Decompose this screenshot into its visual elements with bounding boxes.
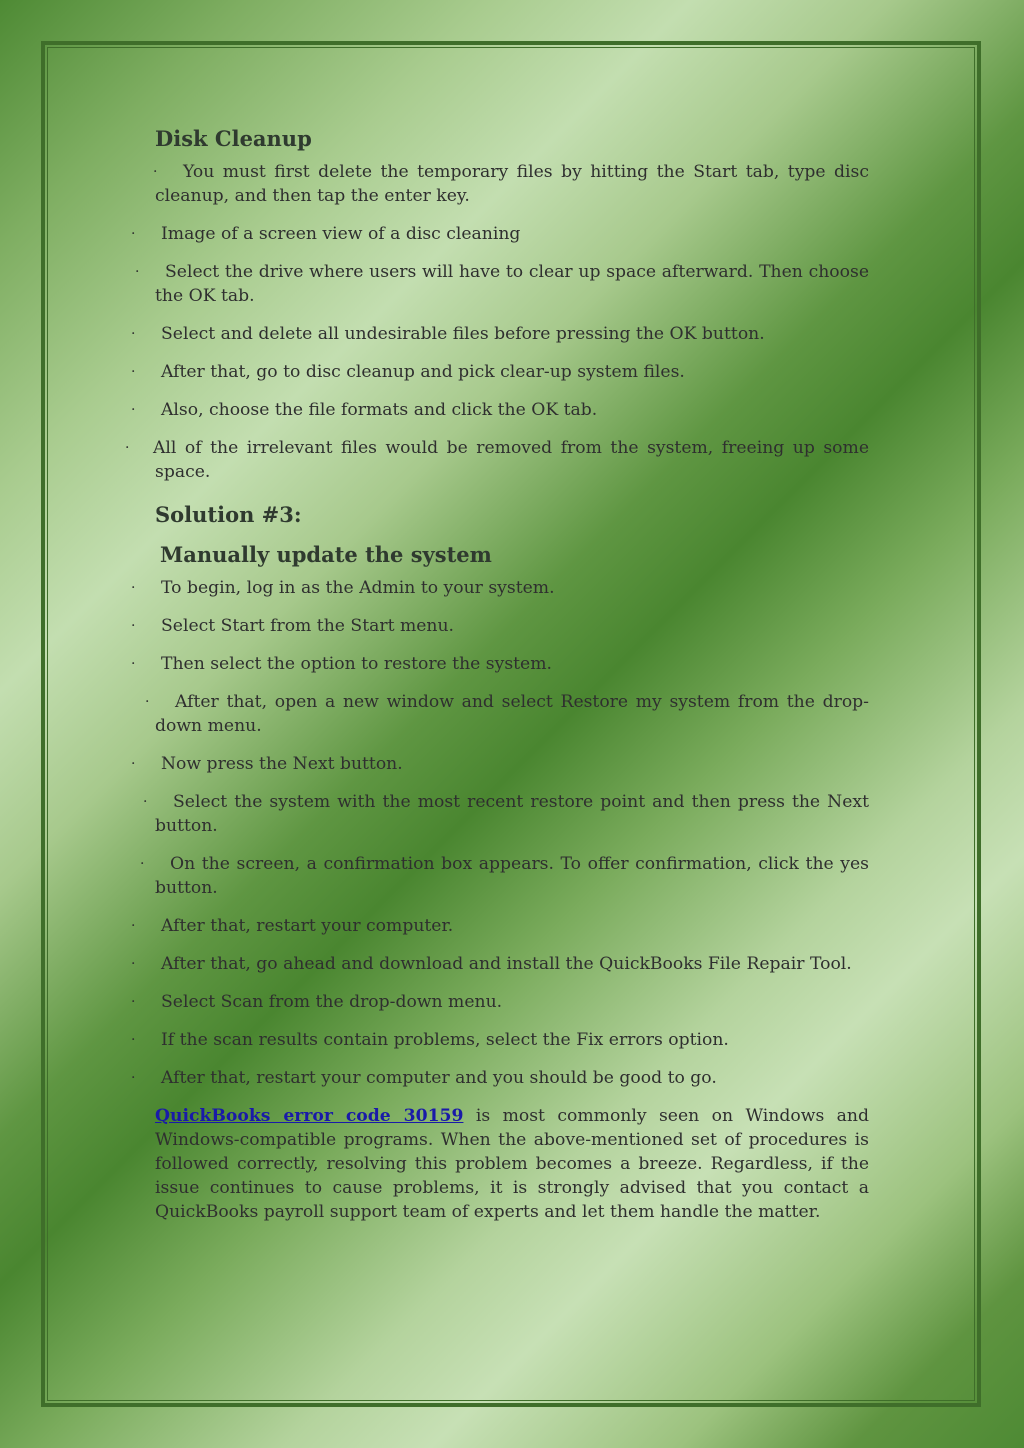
bullet-icon: · xyxy=(131,1070,136,1086)
bullet-icon: · xyxy=(131,364,136,380)
bullet-icon: · xyxy=(131,656,136,672)
list-item: · After that, go to disc cleanup and pick clear-up system files. xyxy=(155,360,869,384)
list-item: · Select and delete all undesirable files before pressing the OK button. xyxy=(155,322,869,346)
bullet-icon: · xyxy=(131,226,136,242)
bullet-icon: · xyxy=(131,956,136,972)
list-item: · After that, go ahead and download and install the QuickBooks File Repair Tool. xyxy=(155,952,869,976)
bullet-icon: · xyxy=(131,402,136,418)
list-item: · If the scan results contain problems, select the Fix errors option. xyxy=(155,1028,869,1052)
list-item: · After that, open a new window and select Restore my system from the drop-down menu. xyxy=(155,690,869,738)
disk-cleanup-heading: Disk Cleanup xyxy=(155,126,312,151)
list-item: · All of the irrelevant files would be removed from the system, freeing up some space. xyxy=(125,438,869,482)
disk-cleanup-list xyxy=(125,160,869,484)
manual-update-list xyxy=(131,576,869,1090)
list-item: · Now press the Next button. xyxy=(155,752,869,776)
list-item: · Then select the option to restore the system. xyxy=(155,652,869,676)
bullet-icon: · xyxy=(125,440,130,456)
list-item: · After that, restart your computer. xyxy=(155,914,869,938)
bullet-icon: · xyxy=(131,1032,136,1048)
list-item: · To begin, log in as the Admin to your system. xyxy=(155,576,869,600)
list-item: · You must first delete the temporary files by hitting the Start tab, type disc cleanup, and then tap the enter key. xyxy=(155,160,869,208)
list-item: · Select the system with the most recent restore point and then press the Next button. xyxy=(155,790,869,838)
list-item: · On the screen, a confirmation box appears. To offer confirmation, click the yes button. xyxy=(155,852,869,900)
bullet-icon: · xyxy=(131,918,136,934)
closing-text: is most commonly seen on Windows and Windows-compatible programs. When the above-mentioned set of procedures is followed correctly, resolving this problem becomes a breeze. Regardless, if the issue continues to cause problems, it is strongly advised that you contact a QuickBooks payroll support team of experts and let them handle the matter. xyxy=(155,1106,869,1222)
solution-heading: Solution #3: xyxy=(155,502,302,527)
bullet-icon: · xyxy=(143,794,148,810)
document-content xyxy=(125,122,869,1224)
error-code-link[interactable]: QuickBooks error code 30159 xyxy=(155,1106,464,1126)
bullet-icon: · xyxy=(131,994,136,1010)
bullet-icon: · xyxy=(131,326,136,342)
bullet-icon: · xyxy=(140,856,145,872)
bullet-icon: · xyxy=(131,580,136,596)
list-item: · Select Start from the Start menu. xyxy=(155,614,869,638)
list-item: · Select the drive where users will have to clear up space afterward. Then choose the OK tab. xyxy=(155,260,869,308)
bullet-icon: · xyxy=(131,756,136,772)
closing-paragraph xyxy=(155,1104,869,1224)
bullet-icon: · xyxy=(153,164,158,180)
bullet-icon: · xyxy=(145,694,150,710)
bullet-icon: · xyxy=(131,618,136,634)
list-item: · Also, choose the file formats and click the OK tab. xyxy=(155,398,869,422)
bullet-icon: · xyxy=(135,264,140,280)
list-item: · Select Scan from the drop-down menu. xyxy=(155,990,869,1014)
manual-update-heading: Manually update the system xyxy=(160,542,492,567)
list-item: · After that, restart your computer and you should be good to go. xyxy=(155,1066,869,1090)
list-item: · Image of a screen view of a disc cleaning xyxy=(155,222,869,246)
